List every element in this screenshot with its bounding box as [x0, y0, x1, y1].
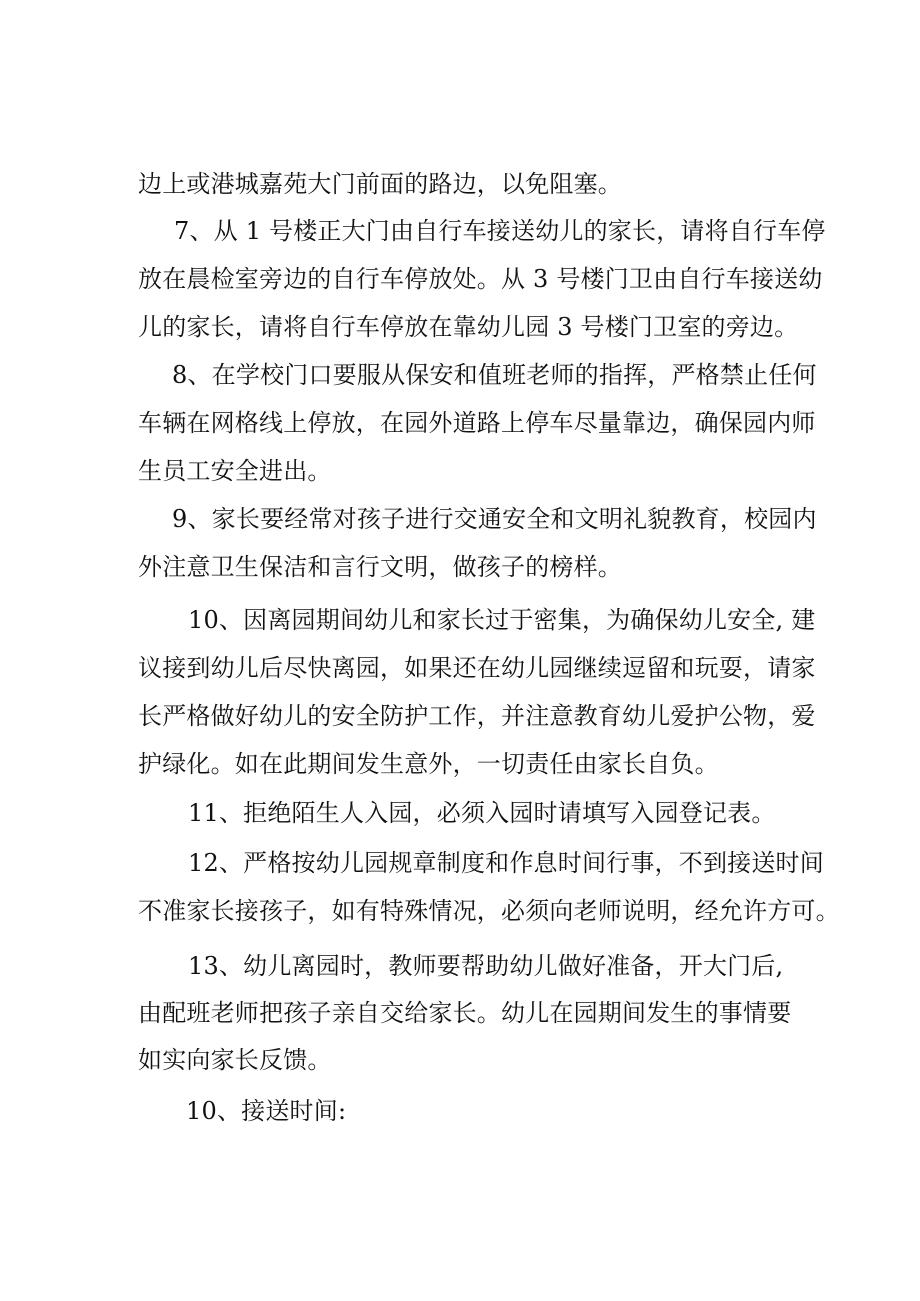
text-line: 不准家长接孩子，如有特殊情况，必须向老师说明，经允许方可。 [138, 897, 840, 925]
text-line: 9、家长要经常对孩子进行交通安全和文明礼貌教育，校园内 [172, 505, 817, 533]
text-line: 10、因离园期间幼儿和家长过于密集，为确保幼儿安全, 建 [188, 606, 816, 634]
text-line: 由配班老师把孩子亲自交给家长。幼儿在园期间发生的事情要 [138, 999, 792, 1027]
text-line: 7、从 1 号楼正大门由自行车接送幼儿的家长，请将自行车停 [174, 217, 826, 245]
text-line: 10、接送时间: [186, 1097, 347, 1125]
text-line: 11、拒绝陌生人入园，必须入园时请填写入园登记表。 [188, 799, 776, 827]
text-line: 如实向家长反馈。 [138, 1046, 332, 1074]
text-line: 儿的家长，请将自行车停放在靠幼儿园 3 号楼门卫室的旁边。 [138, 313, 799, 341]
text-line: 放在晨检室旁边的自行车停放处。从 3 号楼门卫由自行车接送幼 [138, 265, 823, 293]
text-line: 边上或港城嘉苑大门前面的路边，以免阻塞。 [138, 170, 622, 198]
text-line: 护绿化。如在此期间发生意外，一切责任由家长自负。 [138, 750, 719, 778]
text-line: 13、幼儿离园时，教师要帮助幼儿做好准备，开大门后, [188, 952, 784, 980]
text-line: 外注意卫生保洁和言行文明，做孩子的榜样。 [138, 553, 622, 581]
text-line: 议接到幼儿后尽快离园，如果还在幼儿园继续逗留和玩耍，请家 [138, 654, 816, 682]
text-line: 8、在学校门口要服从保安和值班老师的指挥，严格禁止任何 [172, 361, 817, 389]
text-line: 车辆在网格线上停放，在园外道路上停车尽量靠边，确保园内师 [138, 409, 816, 437]
text-line: 12、严格按幼儿园规章制度和作息时间行事，不到接送时间 [188, 849, 824, 877]
text-line: 生员工安全进出。 [138, 457, 332, 485]
text-line: 长严格做好幼儿的安全防护工作，并注意教育幼儿爱护公物，爱 [138, 702, 816, 730]
